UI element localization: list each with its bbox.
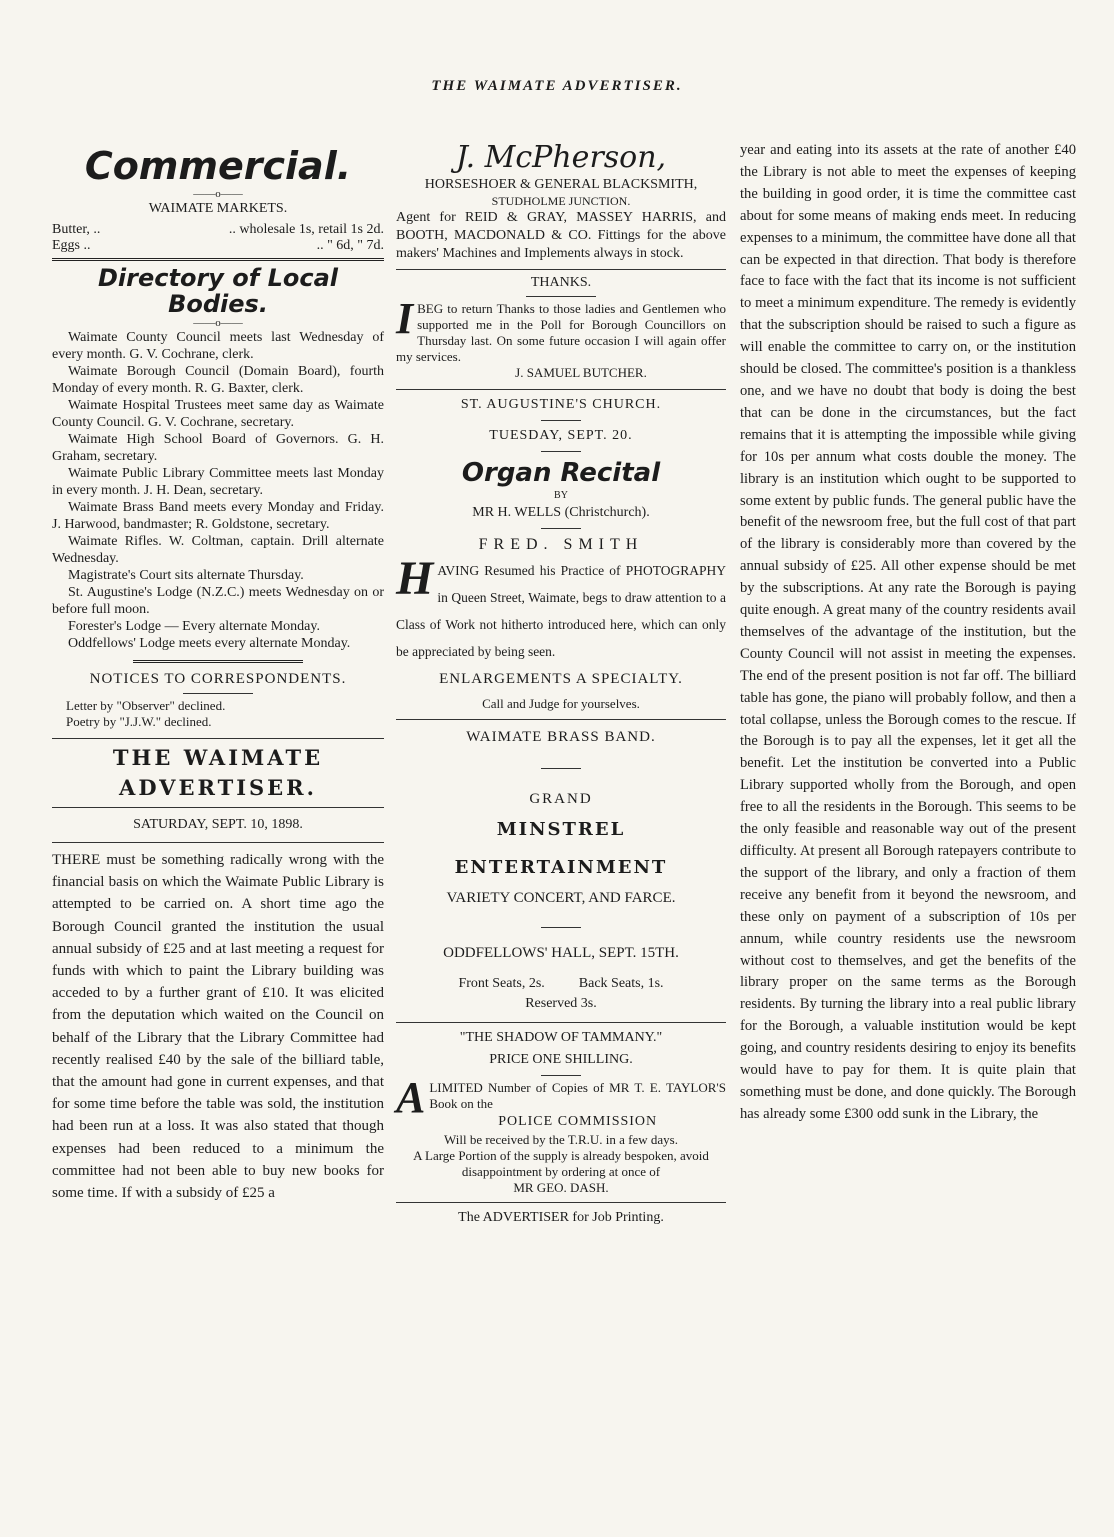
divider xyxy=(396,719,726,720)
divider xyxy=(396,1022,726,1023)
divider xyxy=(541,451,581,452)
market-price: .. " 6d, " 7d. xyxy=(316,238,384,253)
notice-line: Letter by "Observer" declined. xyxy=(66,698,226,713)
directory-title-line2: Bodies. xyxy=(168,290,268,318)
thanks-dropcap: I xyxy=(396,294,414,343)
dateline: SATURDAY, SEPT. 10, 1898. xyxy=(133,817,303,832)
directory-entry: Waimate Public Library Committee meets last Monday in every month. J. H. Dean, secretary. xyxy=(52,466,384,498)
column-3 xyxy=(740,140,1076,1126)
page-header: THE WAIMATE ADVERTISER. xyxy=(431,78,683,94)
smith-body: AVING Resumed his Practice of PHOTOGRAPHY in Queen Street, Waimate, begs to draw attention to a Class of Work not hitherto introduced here, which can only be appreciated by being seen. xyxy=(396,563,726,659)
market-price: .. wholesale 1s, retail 1s 2d. xyxy=(228,222,384,237)
tammany-dropcap: A xyxy=(396,1073,426,1122)
divider xyxy=(396,269,726,270)
recital-by: BY xyxy=(554,490,568,501)
divider xyxy=(541,1075,581,1076)
thanks-body: BEG to return Thanks to those ladies and Gentlemen who supported me in the Poll for Borough Councillors on Thursday last. On some future occasion I will again offer my services. xyxy=(396,301,726,364)
seats-reserved: Reserved 3s. xyxy=(525,996,597,1011)
church-date: TUESDAY, SEPT. 20. xyxy=(489,428,633,443)
divider xyxy=(526,296,596,297)
directory-entry: Waimate Rifles. W. Coltman, captain. Drill alternate Wednesday. xyxy=(52,534,384,566)
market-row xyxy=(52,238,384,254)
column-2 xyxy=(396,140,726,1229)
directory-title-line1: Directory of Local xyxy=(98,264,338,292)
tammany-line1: Will be received by the T.R.U. in a few days. xyxy=(443,1132,678,1147)
directory-entry: Waimate High School Board of Governors. G. H. Graham, secretary. xyxy=(52,432,384,464)
smith-dropcap: H xyxy=(396,552,434,605)
directory-entry: Waimate Hospital Trustees meet same day as Waimate County Council. G. V. Cochrane, secretary. xyxy=(52,398,384,430)
recital-performer: MR H. WELLS (Christchurch). xyxy=(472,505,650,520)
tammany-title: "THE SHADOW OF TAMMANY." xyxy=(459,1030,663,1045)
organ-recital: Organ Recital xyxy=(461,458,661,488)
band-entertainment: MINSTREL ENTERTAINMENT xyxy=(454,819,668,878)
divider xyxy=(133,660,303,663)
notice-line: Poetry by "J.J.W." declined. xyxy=(66,714,212,729)
smith-name: FRED. SMITH xyxy=(478,536,644,553)
directory-entry: Oddfellows' Lodge meets every alternate Monday. xyxy=(68,636,351,651)
band-seats xyxy=(396,974,726,994)
ornament-divider: ——o—— xyxy=(193,188,243,200)
divider xyxy=(541,528,581,529)
tammany-line2: A Large Portion of the supply is already bespoken, avoid disappointment by ordering at once of xyxy=(413,1148,709,1179)
tammany-commission: POLICE COMMISSION xyxy=(498,1114,658,1129)
divider xyxy=(52,807,384,808)
mcpherson-body: Agent for REID & GRAY, MASSEY HARRIS, and BOOTH, MACDONALD & CO. Fittings for the above makers' Machines and Implements always in stock. xyxy=(396,210,726,261)
notices-heading: NOTICES TO CORRESPONDENTS. xyxy=(89,671,347,687)
directory-entry: Waimate County Council meets last Wednesday of every month. G. V. Cochrane, clerk. xyxy=(52,330,384,362)
market-row xyxy=(52,222,384,238)
thanks-heading: THANKS. xyxy=(530,275,592,290)
smith-notice xyxy=(396,552,726,665)
divider xyxy=(396,389,726,390)
divider xyxy=(396,1202,726,1203)
band-name: WAIMATE BRASS BAND. xyxy=(466,729,656,745)
directory-entry: St. Augustine's Lodge (N.Z.C.) meets Wednesday on or before full moon. xyxy=(52,585,384,617)
divider xyxy=(183,693,253,694)
directory-entry: Waimate Brass Band meets every Monday and Friday. J. Harwood, bandmaster; R. Goldstone, secretary. xyxy=(52,500,384,532)
job-printing: The ADVERTISER for Job Printing. xyxy=(458,1210,664,1225)
divider xyxy=(52,738,384,739)
directory-entry: Waimate Borough Council (Domain Board), fourth Monday of every month. R. G. Baxter, clerk. xyxy=(52,364,384,396)
band-grand: GRAND xyxy=(529,791,593,807)
divider xyxy=(52,842,384,843)
ornament-divider: ——o—— xyxy=(193,317,243,329)
column-1 xyxy=(52,140,384,1204)
directory-entry: Forester's Lodge — Every alternate Monday. xyxy=(68,619,320,634)
thanks-signature: J. SAMUEL BUTCHER. xyxy=(515,365,647,380)
seats-back: Back Seats, 1s. xyxy=(578,976,664,991)
market-item: Butter, .. xyxy=(52,222,101,237)
tammany-contact: MR GEO. DASH. xyxy=(513,1180,609,1195)
commercial-title: Commercial. xyxy=(84,144,352,188)
divider xyxy=(52,258,384,261)
editorial-text-col1: THERE must be something radically wrong with the financial basis on which the Waimate Public Library is attempted to be carried on. A short time ago the Borough Council granted the institution the usual annual subsidy of £25 and at last meeting a request for funds with which to paint the Library building was acceded to by a further grant of £10. It was elicited from the deputation which waited on the Council on behalf of the Library that the Library Committee had recently realised £40 by the sale of the billiard table, that the amount had gone in current expenses, and that for some time before the table was sold, the institution had been run at a loss. It was also stated that though expenses had been reduced to a minimum the committee had not been able to buy new books for some time. If with a subsidy of £25 a xyxy=(52,852,384,1202)
smith-specialty: ENLARGEMENTS A SPECIALTY. xyxy=(439,671,683,687)
church-name: ST. AUGUSTINE'S CHURCH. xyxy=(460,397,662,412)
mcpherson-place: STUDHOLME JUNCTION. xyxy=(491,194,631,208)
divider xyxy=(541,420,581,421)
smith-call: Call and Judge for yourselves. xyxy=(482,696,640,711)
directory-entry: Magistrate's Court sits alternate Thursday. xyxy=(68,568,304,583)
editorial-text-col3: year and eating into its assets at the rate of another £40 the Library is not able to meet the expenses of keeping the building in good order, it is time the committee cast about for some means of making ends meet. In reducing expenses to a minimum, the committee have done all that can be expected in that direction. That body is therefore face to face with the fact that its income is not sufficient to meet a minimum expenditure. The remedy is evidently that the subscription should be raised to such a figure as will enable the committee to carry on, or the institution should be closed. The committee's position is a thankless one, and we have no doubt that body is doing the best that can be done in the circumstances, but the fact remains that it is attempting the impossible while giving for 10s per annum what costs double the money. The library is an institution which ought to be supported to some extent by public funds. The general public have the benefit of the newsroom free, but the full cost of that part of the library is considerably more than covered by the annual subsidy of £25. All other expense should be met by the subscriptions. At any rate the Borough is paying quite enough. A great many of the country residents avail themselves of the advantage of the institution, but the County Council will not assist in meeting the expenses. The end of the present position is not far off. The billiard table has gone, the piano will probably follow, and then a total collapse, unless the Borough comes to the rescue. If the Borough is to pay all the expenses, let it get all the benefit. Let the institution be converted into a Public Library supported wholly from the Borough, and open free to all the residents in the Borough. This seems to be the only feasible and reasonable way out of the present difficulty. At present all Borough ratepayers contribute to the support of the library, and only a fraction of them receive any benefit from it beyond the newsroom, and these only on payment of a subscription of 10s per annum, while country residents use the newsroom without cost to themselves, and get the benefits of the library proper on the same terms as the Borough residents. By turning the library into a real public library for the Borough, a valuable institution would be kept going, and country residents desiring to enjoy its benefits would have to pay for them. It is quite plain that something must be done, and done quickly. The Borough has already some £300 odd sunk in the Library, the xyxy=(740,142,1076,1122)
band-variety: VARIETY CONCERT, AND FARCE. xyxy=(446,890,676,906)
divider xyxy=(541,768,581,769)
mcpherson-trade: HORSESHOER & GENERAL BLACKSMITH, xyxy=(424,177,698,192)
tammany-body: LIMITED Number of Copies of MR T. E. TAYLOR'S Book on the xyxy=(429,1080,726,1111)
markets-heading: WAIMATE MARKETS. xyxy=(148,201,288,216)
market-item: Eggs .. xyxy=(52,238,91,253)
tammany-price: PRICE ONE SHILLING. xyxy=(489,1052,633,1067)
seats-front: Front Seats, 2s. xyxy=(458,976,545,991)
directory-list xyxy=(52,329,384,652)
masthead: THE WAIMATE ADVERTISER. xyxy=(112,745,324,800)
mcpherson-name: J. McPherson, xyxy=(455,140,667,175)
band-venue: ODDFELLOWS' HALL, SEPT. 15TH. xyxy=(443,945,679,961)
divider xyxy=(541,927,581,928)
thanks-notice xyxy=(396,294,726,365)
